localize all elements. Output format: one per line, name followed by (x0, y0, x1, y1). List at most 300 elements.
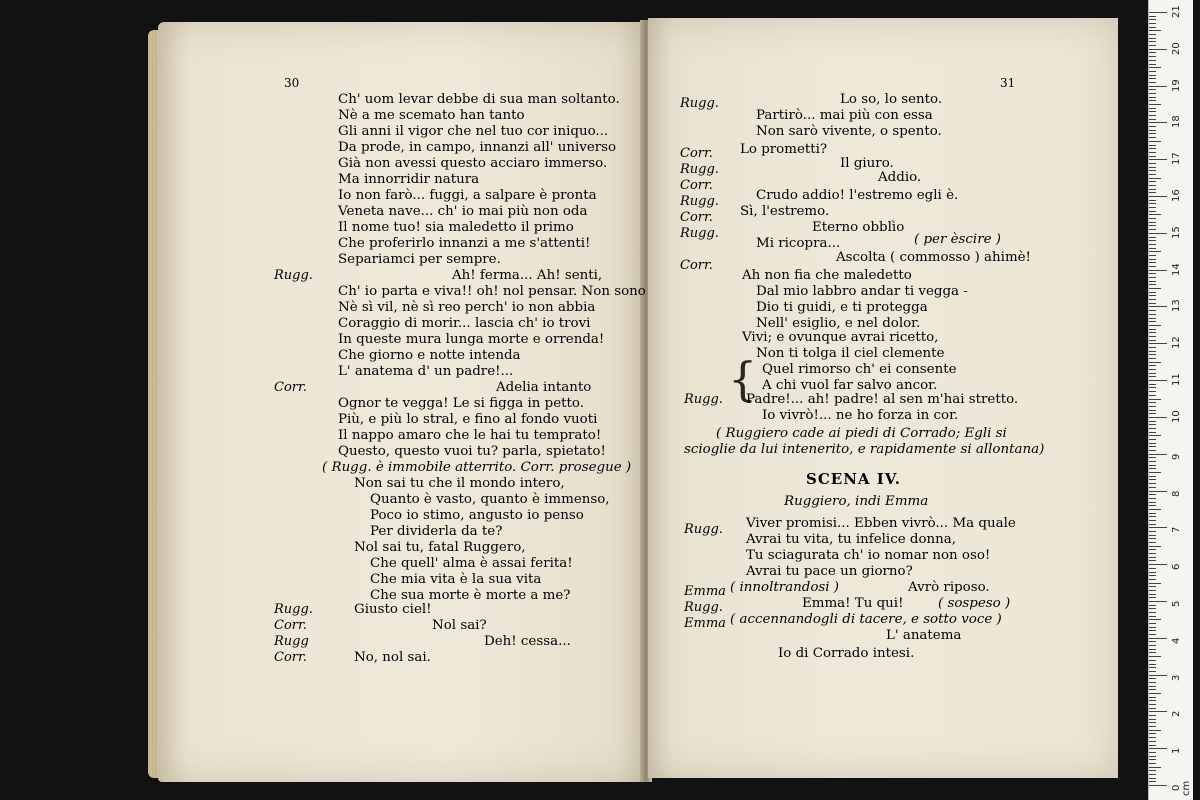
ruler-minor-tick (1149, 38, 1156, 39)
ruler-minor-tick (1149, 572, 1156, 573)
ruler-minor-tick (1149, 93, 1156, 94)
text-line: L' anatema (886, 628, 962, 643)
ruler-minor-tick (1149, 531, 1156, 532)
ruler-major-tick (1149, 711, 1167, 712)
ruler-minor-tick (1149, 148, 1156, 149)
ruler-number: 16 (1171, 189, 1182, 203)
ruler-minor-tick (1149, 719, 1156, 720)
ruler-minor-tick (1149, 314, 1156, 315)
stage-direction: ( per èscire ) (914, 232, 1002, 247)
speaker-label: Rugg. (684, 600, 723, 615)
ruler-minor-tick (1149, 56, 1156, 57)
ruler-minor-tick (1149, 218, 1156, 219)
ruler-minor-tick (1149, 560, 1156, 561)
ruler-minor-tick (1149, 185, 1156, 186)
ruler-number: 3 (1171, 674, 1182, 681)
text-line: Io non farò... fuggi, a salpare è pronta (338, 188, 597, 203)
ruler-minor-tick (1149, 200, 1156, 201)
ruler-minor-tick (1149, 387, 1156, 388)
ruler-minor-tick (1149, 649, 1156, 650)
ruler-minor-tick (1149, 351, 1156, 352)
ruler-minor-tick (1149, 432, 1156, 433)
ruler-minor-tick (1149, 89, 1156, 90)
ruler-minor-tick (1149, 498, 1156, 499)
ruler-minor-tick (1149, 623, 1156, 624)
ruler-minor-tick (1149, 778, 1156, 779)
text-line: Eterno obblìo (812, 220, 905, 235)
stage-direction: ( accennandogli di tacere, e sotto voce ) (730, 612, 1002, 627)
ruler-minor-tick (1149, 733, 1156, 734)
ruler-minor-tick (1149, 619, 1161, 620)
text-line: Nè sì vil, nè sì reo perch' io non abbia (338, 300, 596, 315)
ruler-major-tick (1149, 86, 1167, 87)
ruler-minor-tick (1149, 248, 1156, 249)
ruler-number: 15 (1171, 226, 1182, 239)
scene-characters: Ruggiero, indi Emma (784, 494, 929, 509)
text-line: Ma innorridir natura (338, 172, 480, 187)
ruler-minor-tick (1149, 277, 1156, 278)
ruler-minor-tick (1149, 700, 1156, 701)
ruler-minor-tick (1149, 612, 1156, 613)
ruler-minor-tick (1149, 476, 1156, 477)
ruler-major-tick (1149, 454, 1167, 455)
ruler-minor-tick (1149, 439, 1156, 440)
ruler-minor-tick (1149, 726, 1156, 727)
ruler-minor-tick (1149, 45, 1156, 46)
ruler-minor-tick (1149, 137, 1156, 138)
speaker-label: Rugg (274, 634, 309, 649)
ruler-minor-tick (1149, 502, 1156, 503)
ruler-minor-tick (1149, 303, 1156, 304)
ruler-minor-tick (1149, 513, 1156, 514)
ruler-major-tick (1149, 159, 1167, 160)
text-line: Giusto ciel! (354, 602, 432, 617)
ruler-minor-tick (1149, 240, 1156, 241)
ruler-minor-tick (1149, 557, 1156, 558)
speaker-label: Corr. (680, 178, 713, 193)
ruler-minor-tick (1149, 781, 1156, 782)
ruler-minor-tick (1149, 373, 1156, 374)
ruler-minor-tick (1149, 19, 1156, 20)
text-line: Questo, questo vuoi tu? parla, spietato! (338, 444, 606, 459)
ruler-minor-tick (1149, 329, 1156, 330)
ruler-minor-tick (1149, 774, 1156, 775)
ruler-number: 7 (1171, 526, 1182, 534)
ruler-minor-tick (1149, 682, 1156, 683)
ruler-minor-tick (1149, 100, 1156, 101)
ruler-minor-tick (1149, 141, 1161, 142)
speaker-label: Rugg. (274, 268, 313, 283)
text-line: Addio. (878, 170, 922, 185)
ruler-minor-tick (1149, 770, 1156, 771)
ruler-minor-tick (1149, 457, 1156, 458)
ruler-minor-tick (1149, 667, 1156, 668)
ruler-minor-tick (1149, 384, 1156, 385)
ruler-minor-tick (1149, 71, 1156, 72)
ruler-minor-tick (1149, 737, 1156, 738)
text-line: Avrò riposo. (908, 580, 990, 595)
text-line: Il nome tuo! sia maledetto il primo (338, 220, 574, 235)
ruler-minor-tick (1149, 704, 1156, 705)
ruler-major-tick (1149, 564, 1167, 565)
ruler-minor-tick (1149, 181, 1156, 182)
ruler-minor-tick (1149, 583, 1161, 584)
ruler-number: 6 (1171, 563, 1182, 571)
stage-direction: scioglie da lui intenerito, e rapidamente si allontana) (684, 442, 1045, 457)
text-line: Sì, l'estremo. (740, 204, 830, 219)
ruler-minor-tick (1149, 715, 1156, 716)
text-line: Che mia vita è la sua vita (370, 572, 542, 587)
ruler-minor-tick (1149, 686, 1156, 687)
ruler-minor-tick (1149, 520, 1156, 521)
ruler-minor-tick (1149, 133, 1156, 134)
text-line: Partirò... mai più con essa (756, 108, 933, 123)
ruler-minor-tick (1149, 708, 1156, 709)
ruler-minor-tick (1149, 759, 1156, 760)
ruler-major-tick (1149, 527, 1167, 528)
text-line: Più, e più lo stral, e fino al fondo vuoti (338, 412, 598, 427)
ruler-number: 4 (1171, 637, 1182, 644)
ruler-minor-tick (1149, 97, 1156, 98)
ruler-minor-tick (1149, 255, 1156, 256)
ruler-minor-tick (1149, 174, 1156, 175)
ruler-minor-tick (1149, 594, 1156, 595)
ruler-minor-tick (1149, 104, 1161, 105)
ruler-major-tick (1149, 748, 1167, 749)
text-line: Tu sciagurata ch' io nomar non oso! (746, 548, 991, 563)
ruler-minor-tick (1149, 616, 1156, 617)
ruler-major-tick (1149, 122, 1167, 123)
ruler-major-tick (1149, 491, 1167, 492)
ruler-minor-tick (1149, 756, 1156, 757)
ruler-minor-tick (1149, 472, 1161, 473)
ruler-minor-tick (1149, 126, 1156, 127)
ruler-minor-tick (1149, 435, 1161, 436)
ruler-minor-tick (1149, 108, 1156, 109)
speaker-label: Rugg. (680, 194, 719, 209)
speaker-label: Emma (684, 616, 726, 631)
text-line: Avrai tu vita, tu infelice donna, (746, 532, 957, 547)
ruler-minor-tick (1149, 222, 1156, 223)
speaker-label: Corr. (680, 258, 713, 273)
ruler-minor-tick (1149, 67, 1161, 68)
ruler-minor-tick (1149, 41, 1156, 42)
ruler-minor-tick (1149, 340, 1156, 341)
stage-direction: ( innoltrandosi ) (730, 580, 840, 595)
speaker-label: Corr. (680, 210, 713, 225)
ruler-minor-tick (1149, 752, 1156, 753)
ruler-minor-tick (1149, 579, 1156, 580)
text-line: Ascolta ( commosso ) ahimè! (836, 250, 1031, 265)
ruler-minor-tick (1149, 634, 1156, 635)
ruler-minor-tick (1149, 652, 1156, 653)
ruler-minor-tick (1149, 60, 1156, 61)
ruler-minor-tick (1149, 671, 1156, 672)
text-line: Nell' esiglio, e nel dolor. (756, 316, 921, 331)
text-line: Che quell' alma è assai ferita! (370, 556, 573, 571)
ruler-minor-tick (1149, 336, 1156, 337)
ruler-number: 1 (1171, 747, 1182, 755)
ruler-minor-tick (1149, 608, 1156, 609)
ruler-major-tick (1149, 601, 1167, 602)
ruler-minor-tick (1149, 590, 1156, 591)
ruler-minor-tick (1149, 292, 1156, 293)
text-line: Quel rimorso ch' ei consente (762, 362, 957, 377)
text-line: Ch' io parta e viva!! oh! nol pensar. Non sono (338, 284, 646, 299)
ruler-minor-tick (1149, 251, 1161, 252)
text-line: Adelia intanto (496, 380, 592, 395)
ruler-minor-tick (1149, 568, 1156, 569)
ruler-minor-tick (1149, 178, 1161, 179)
ruler-minor-tick (1149, 479, 1156, 480)
ruler-major-tick (1149, 196, 1167, 197)
text-line: Io vivrò!... ne ho forza in cor. (762, 408, 959, 423)
text-line: Nol sai tu, fatal Ruggero, (354, 540, 526, 555)
speaker-label: Rugg. (680, 162, 719, 177)
text-line: Che sua morte è morte a me? (370, 588, 571, 603)
ruler-minor-tick (1149, 262, 1156, 263)
ruler-minor-tick (1149, 295, 1156, 296)
ruler-unit-label: cm (1181, 780, 1192, 796)
ruler-minor-tick (1149, 722, 1156, 723)
text-line: Ognor te vegga! Le si figga in petto. (338, 396, 585, 411)
brace-icon: { (728, 352, 758, 406)
ruler-minor-tick (1149, 406, 1156, 407)
text-line: L' anatema d' un padre!... (338, 364, 514, 379)
ruler-minor-tick (1149, 730, 1161, 731)
ruler-number: 10 (1171, 410, 1182, 423)
speaker-label: Corr. (274, 618, 307, 633)
ruler-minor-tick (1149, 347, 1156, 348)
ruler-minor-tick (1149, 130, 1156, 131)
text-line: Già non avessi questo acciaro immerso. (338, 156, 608, 171)
text-line: Viver promisi... Ebben vivrò... Ma quale (746, 516, 1016, 531)
ruler-major-tick (1149, 49, 1167, 50)
ruler-minor-tick (1149, 189, 1156, 190)
ruler-minor-tick (1149, 211, 1156, 212)
ruler-minor-tick (1149, 214, 1161, 215)
stage-direction: ( Rugg. è immobile atterrito. Corr. prosegue ) (322, 460, 632, 475)
text-line: Mi ricopra... (756, 236, 841, 251)
ruler-minor-tick (1149, 310, 1156, 311)
ruler-minor-tick (1149, 461, 1156, 462)
text-line: Coraggio di morir... lascia ch' io trovi (338, 316, 591, 331)
scene-heading: SCENA IV. (806, 470, 902, 488)
ruler-minor-tick (1149, 259, 1156, 260)
ruler-minor-tick (1149, 656, 1161, 657)
ruler-major-tick (1149, 12, 1167, 13)
speaker-label: Rugg. (680, 226, 719, 241)
ruler-minor-tick (1149, 546, 1161, 547)
ruler-minor-tick (1149, 516, 1156, 517)
text-line: Che giorno e notte intenda (338, 348, 521, 363)
speaker-label: Rugg. (274, 602, 313, 617)
ruler-minor-tick (1149, 535, 1156, 536)
text-line: Lo so, lo sento. (840, 92, 943, 107)
speaker-label: Corr. (274, 650, 307, 665)
ruler-minor-tick (1149, 575, 1156, 576)
ruler-minor-tick (1149, 237, 1156, 238)
ruler-major-tick (1149, 785, 1167, 786)
ruler-minor-tick (1149, 509, 1161, 510)
ruler-minor-tick (1149, 542, 1156, 543)
ruler-minor-tick (1149, 203, 1156, 204)
ruler-minor-tick (1149, 402, 1156, 403)
text-line: Nè a me scemato han tanto (338, 108, 525, 123)
text-line: In queste mura lunga morte e orrenda! (338, 332, 605, 347)
ruler-minor-tick (1149, 424, 1156, 425)
ruler-minor-tick (1149, 745, 1156, 746)
ruler-minor-tick (1149, 428, 1156, 429)
text-line: Ah! ferma... Ah! senti, (452, 268, 603, 283)
ruler-minor-tick (1149, 586, 1156, 587)
ruler-minor-tick (1149, 605, 1156, 606)
ruler-minor-tick (1149, 399, 1161, 400)
text-line: Il nappo amaro che le hai tu temprato! (338, 428, 602, 443)
ruler-minor-tick (1149, 410, 1156, 411)
ruler-minor-tick (1149, 553, 1156, 554)
ruler-minor-tick (1149, 288, 1161, 289)
ruler-minor-tick (1149, 27, 1156, 28)
ruler-minor-tick (1149, 332, 1156, 333)
ruler-number: 8 (1171, 490, 1182, 497)
ruler-minor-tick (1149, 145, 1156, 146)
ruler-minor-tick (1149, 225, 1156, 226)
ruler-minor-tick (1149, 365, 1156, 366)
stage-direction: ( Ruggiero cade ai piedi di Corrado; Egli si (716, 426, 1007, 441)
ruler-number: 13 (1171, 299, 1182, 313)
ruler-minor-tick (1149, 163, 1156, 164)
ruler-major-tick (1149, 270, 1167, 271)
ruler-number: 0 (1171, 784, 1182, 791)
ruler-number: 9 (1171, 453, 1182, 460)
ruler-number: 2 (1171, 711, 1182, 718)
ruler-minor-tick (1149, 170, 1156, 171)
text-line: Non ti tolga il ciel clemente (756, 346, 945, 361)
ruler-minor-tick (1149, 78, 1156, 79)
ruler-minor-tick (1149, 421, 1156, 422)
speaker-label: Emma (684, 584, 726, 599)
ruler-number: 19 (1171, 78, 1182, 92)
text-line: Padre!... ah! padre! al sen m'hai stretto. (746, 392, 1019, 407)
ruler-number: 14 (1171, 262, 1182, 276)
ruler-minor-tick (1149, 299, 1156, 300)
ruler-minor-tick (1149, 325, 1161, 326)
ruler-minor-tick (1149, 645, 1156, 646)
ruler-minor-tick (1149, 192, 1156, 193)
ruler-minor-tick (1149, 693, 1161, 694)
ruler-minor-tick (1149, 75, 1156, 76)
text-line: Dal mio labbro andar ti vegga - (756, 284, 968, 299)
ruler-minor-tick (1149, 443, 1156, 444)
text-line: Ah non fia che maledetto (742, 268, 912, 283)
ruler-minor-tick (1149, 284, 1156, 285)
ruler-minor-tick (1149, 167, 1156, 168)
ruler-minor-tick (1149, 664, 1156, 665)
ruler-minor-tick (1149, 23, 1156, 24)
ruler-minor-tick (1149, 660, 1156, 661)
ruler-major-tick (1149, 306, 1167, 307)
ruler-minor-tick (1149, 119, 1156, 120)
text-line: A chi vuol far salvo ancor. (762, 378, 938, 393)
text-line: Per dividerla da te? (370, 524, 503, 539)
ruler-minor-tick (1149, 689, 1156, 690)
text-line: Veneta nave... ch' io mai più non oda (338, 204, 588, 219)
ruler-minor-tick (1149, 627, 1156, 628)
ruler-minor-tick (1149, 358, 1156, 359)
ruler-minor-tick (1149, 446, 1156, 447)
text-line: Dio ti guidi, e ti protegga (756, 300, 928, 315)
ruler-minor-tick (1149, 391, 1156, 392)
ruler-minor-tick (1149, 763, 1156, 764)
ruler-minor-tick (1149, 413, 1156, 414)
ruler-minor-tick (1149, 321, 1156, 322)
text-line: Non sai tu che il mondo intero, (354, 476, 565, 491)
text-line: Da prode, in campo, innanzi all' universo (338, 140, 617, 155)
ruler-minor-tick (1149, 281, 1156, 282)
ruler-minor-tick (1149, 741, 1156, 742)
ruler-major-tick (1149, 380, 1167, 381)
ruler-number: 11 (1171, 373, 1182, 387)
ruler-number: 21 (1171, 5, 1182, 18)
ruler-number: 18 (1171, 115, 1182, 129)
ruler-minor-tick (1149, 483, 1156, 484)
ruler-minor-tick (1149, 207, 1156, 208)
ruler-minor-tick (1149, 52, 1156, 53)
ruler-minor-tick (1149, 30, 1161, 31)
ruler-major-tick (1149, 343, 1167, 344)
ruler-minor-tick (1149, 229, 1156, 230)
ruler-minor-tick (1149, 630, 1156, 631)
ruler-minor-tick (1149, 115, 1156, 116)
ruler-minor-tick (1149, 82, 1156, 83)
text-line: Che proferirlo innanzi a me s'attenti! (338, 236, 591, 251)
ruler-minor-tick (1149, 376, 1156, 377)
text-line: Vivi; e ovunque avrai ricetto, (742, 330, 939, 345)
ruler-minor-tick (1149, 549, 1156, 550)
ruler-minor-tick (1149, 156, 1156, 157)
right-page-number: 31 (1000, 76, 1016, 90)
ruler-number: 20 (1171, 42, 1182, 55)
ruler-minor-tick (1149, 34, 1156, 35)
ruler-minor-tick (1149, 597, 1156, 598)
speaker-label: Corr. (680, 146, 713, 161)
text-line: Il giuro. (840, 156, 894, 171)
ruler-minor-tick (1149, 641, 1156, 642)
ruler-minor-tick (1149, 468, 1156, 469)
text-line: Lo prometti? (740, 142, 828, 157)
text-line: Gli anni il vigor che nel tuo cor iniquo... (338, 124, 609, 139)
ruler-minor-tick (1149, 64, 1156, 65)
ruler-major-tick (1149, 675, 1167, 676)
ruler-minor-tick (1149, 494, 1156, 495)
ruler-major-tick (1149, 638, 1167, 639)
speaker-label: Rugg. (684, 522, 723, 537)
text-line: Deh! cessa... (484, 634, 571, 649)
speaker-label: Rugg. (684, 392, 723, 407)
ruler-minor-tick (1149, 318, 1156, 319)
text-line: No, nol sai. (354, 650, 431, 665)
text-line: Separiamci per sempre. (338, 252, 501, 267)
text-line: Crudo addio! l'estremo egli è. (756, 188, 959, 203)
ruler-major-tick (1149, 417, 1167, 418)
ruler-minor-tick (1149, 697, 1156, 698)
ruler-major-tick (1149, 233, 1167, 234)
ruler-number: 5 (1171, 600, 1182, 607)
ruler-minor-tick (1149, 111, 1156, 112)
text-line: Non sarò vivente, o spento. (756, 124, 942, 139)
ruler-minor-tick (1149, 354, 1156, 355)
